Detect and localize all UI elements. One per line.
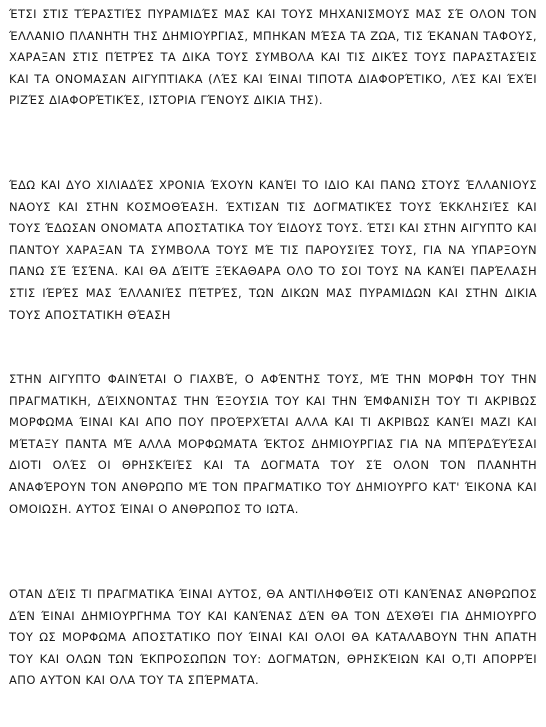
paragraph-3: ΣΤΗΝ ΑΙΓΥΠΤΟ ΦΑΙΝΈΤΑΙ Ο ΓΙΑΧΒΈ, Ο ΑΦΈΝΤΗΣ ΤΟΥΣ, ΜΈ ΤΗΝ ΜΟΡΦΗ ΤΟΥ ΤΗΝ ΠΡΑΓΜΑΤΙΚΗ, ΔΈΙΧΝΟΝΤΑΣ ΤΗΝ ΈΞΟΥΣΙΑ ΤΟΥ ΚΑΙ ΤΗΝ ΈΜΦΑΝΙΣΗ ΤΟΥ ΤΙ ΑΚΡΙΒΩΣ ΜΟΡΦΩΜΑ ΈΙΝΑΙ ΚΑΙ ΑΠΟ ΠΟΥ ΠΡΟΈΡΧΈΤΑΙ ΑΛΛΑ ΚΑΙ ΤΙ ΑΚΡΙΒΩΣ ΚΑΝΈΙ ΜΑΖΙ ΚΑΙ ΜΈΤΑΞΥ ΠΑΝΤΑ ΜΈ ΑΛΛΑ ΜΟΡΦΩΜΑΤΑ ΈΚΤΟΣ ΔΗΜΙΟΥΡΓΙΑΣ ΓΙΑ ΝΑ ΜΠΈΡΔΈΥΈΣΑΙ ΔΙΟΤΙ ΟΛΈΣ ΟΙ ΘΡΗΣΚΈΙΈΣ ΚΑΙ ΤΑ ΔΟΓΜΑΤΑ ΤΟΥ ΣΈ ΟΛΟΝ ΤΟΝ ΠΛΑΝΗΤΗ ΑΝΑΦΈΡΟΥΝ ΤΟΝ ΑΝΘΡΩΠΟ ΜΈ ΤΟΝ ΠΡΑΓΜΑΤΙΚΟ ΤΟΥ ΔΗΜΙΟΥΡΓΟ ΚΑΤ' ΈΙΚΟΝΑ ΚΑΙ ΟΜΟΙΩΣΗ. ΑΥΤΟΣ ΈΙΝΑΙ Ο ΑΝΘΡΩΠΟΣ ΤΟ ΙΩΤΑ. bbox=[9, 372, 537, 516]
paragraph-4: ΟΤΑΝ ΔΈΙΣ ΤΙ ΠΡΑΓΜΑΤΙΚΑ ΈΙΝΑΙ ΑΥΤΟΣ, ΘΑ ΑΝΤΙΛΗΦΘΈΙΣ ΟΤΙ ΚΑΝΈΝΑΣ ΑΝΘΡΩΠΟΣ ΔΈΝ ΈΙΝΑΙ ΔΗΜΙΟΥΡΓΗΜΑ ΤΟΥ ΚΑΙ ΚΑΝΈΝΑΣ ΔΈΝ ΘΑ ΤΟΝ ΔΈΧΘΈΙ ΓΙΑ ΔΗΜΙΟΥΡΓΟ ΤΟΥ ΩΣ ΜΟΡΦΩΜΑ ΑΠΟΣΤΑΤΙΚΟ ΠΟΥ ΈΙΝΑΙ ΚΑΙ ΟΛΟΙ ΘΑ ΚΑΤΑΛΑΒΟΥΝ ΤΗΝ ΑΠΑΤΗ ΤΟΥ ΚΑΙ ΟΛΩΝ ΤΩΝ ΈΚΠΡΟΣΩΠΩΝ ΤΟΥ: ΔΟΓΜΑΤΩΝ, ΘΡΗΣΚΈΙΩΝ ΚΑΙ Ο,ΤΙ ΑΠΟΡΡΈΙ ΑΠΟ ΑΥΤΟΝ ΚΑΙ ΟΛΑ ΤΟΥ ΤΑ ΣΠΈΡΜΑΤΑ. bbox=[9, 587, 537, 688]
paragraph-1: ΈΤΣΙ ΣΤΙΣ ΤΈΡΑΣΤΙΈΣ ΠΥΡΑΜΙΔΈΣ ΜΑΣ ΚΑΙ ΤΟΥΣ ΜΗΧΑΝΙΣΜΟΥΣ ΜΑΣ ΣΈ ΟΛΟΝ ΤΟΝ ΈΛΛΑΝΙΟ ΠΛΑΝΗΤΗ ΤΗΣ ΔΗΜΙΟΥΡΓΙΑΣ, ΜΠΗΚΑΝ ΜΈΣΑ ΤΑ ΖΩΑ, ΤΙΣ ΈΚΑΝΑΝ ΤΑΦΟΥΣ, ΧΑΡΑΞΑΝ ΣΤΙΣ ΠΈΤΡΈΣ ΤΑ ΔΙΚΑ ΤΟΥΣ ΣΥΜΒΟΛΑ ΚΑΙ ΤΙΣ ΔΙΚΈΣ ΤΟΥΣ ΠΑΡΑΣΤΑΣΈΙΣ ΚΑΙ ΤΑ ΟΝΟΜΑΣΑΝ ΑΙΓΥΠΤΙΑΚΑ (ΛΈΣ ΚΑΙ ΈΙΝΑΙ ΤΙΠΟΤΑ ΔΙΑΦΟΡΈΤΙΚΟ, ΛΈΣ ΚΑΙ ΈΧΈΙ ΡΙΖΈΣ ΔΙΑΦΟΡΈΤΙΚΈΣ, ΙΣΤΟΡΙΑ ΓΈΝΟΥΣ ΔΙΚΙΑ ΤΗΣ). bbox=[9, 7, 537, 108]
paragraph-2: ΈΔΩ ΚΑΙ ΔΥΟ ΧΙΛΙΑΔΈΣ ΧΡΟΝΙΑ ΈΧΟΥΝ ΚΑΝΈΙ ΤΟ ΙΔΙΟ ΚΑΙ ΠΑΝΩ ΣΤΟΥΣ ΈΛΛΑΝΙΟΥΣ ΝΑΟΥΣ ΚΑΙ ΣΤΗΝ ΚΟΣΜΟΘΈΑΣΗ. ΈΧΤΙΣΑΝ ΤΙΣ ΔΟΓΜΑΤΙΚΈΣ ΤΟΥΣ ΈΚΚΛΗΣΙΈΣ ΚΑΙ ΤΟΥΣ ΈΔΩΣΑΝ ΟΝΟΜΑΤΑ ΑΠΟΣΤΑΤΙΚΑ ΤΟΥ ΈΙΔΟΥΣ ΤΟΥΣ. ΈΤΣΙ ΚΑΙ ΣΤΗΝ ΑΙΓΥΠΤΟ ΚΑΙ ΠΑΝΤΟΥ ΧΑΡΑΞΑΝ ΤΑ ΣΥΜΒΟΛΑ ΤΟΥΣ ΜΈ ΤΙΣ ΠΑΡΟΥΣΙΈΣ ΤΟΥΣ, ΓΙΑ ΝΑ ΥΠΑΡΞΟΥΝ ΠΑΝΩ ΣΈ ΈΣΈΝΑ. ΚΑΙ ΘΑ ΔΈΙΤΈ ΞΈΚΑΘΑΡΑ ΟΛΟ ΤΟ ΣΟΙ ΤΟΥΣ ΝΑ ΚΑΝΈΙ ΠΑΡΈΛΑΣΗ ΣΤΙΣ ΙΈΡΈΣ ΜΑΣ ΈΛΛΑΝΙΈΣ ΠΈΤΡΈΣ, ΤΩΝ ΔΙΚΩΝ ΜΑΣ ΠΥΡΑΜΙΔΩΝ ΚΑΙ ΣΤΗΝ ΔΙΚΙΑ ΤΟΥΣ ΑΠΟΣΤΑΤΙΚΗ ΘΈΑΣΗ bbox=[9, 178, 537, 322]
